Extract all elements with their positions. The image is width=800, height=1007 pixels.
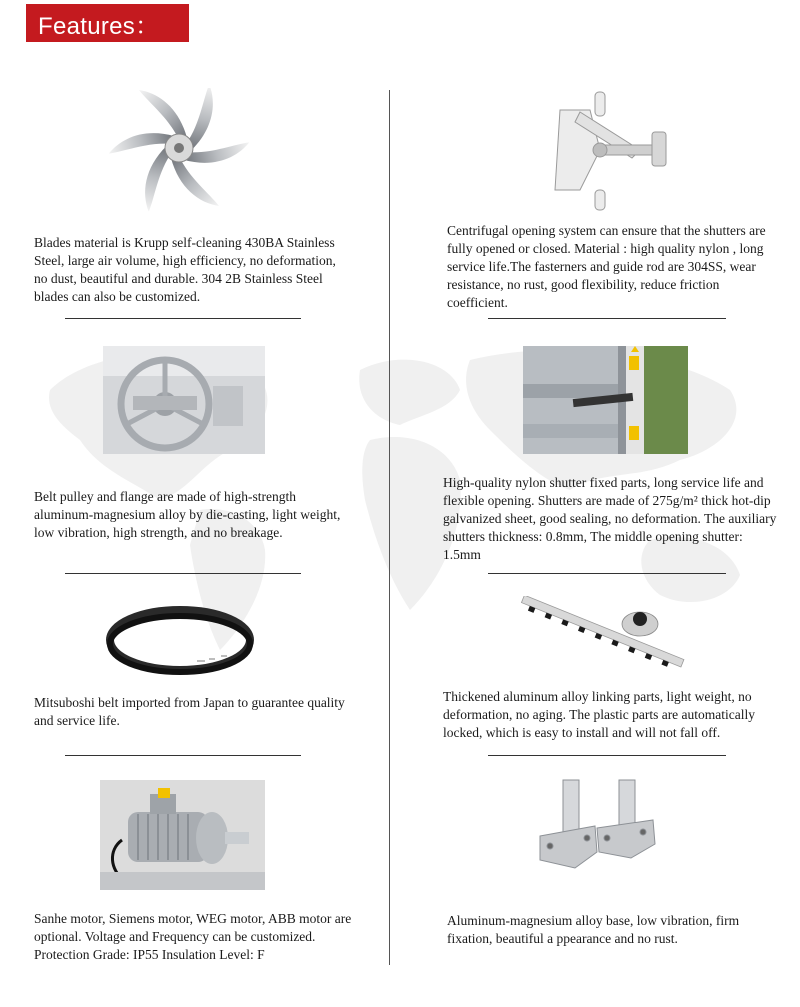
separator [65,573,301,574]
shutter-parts-image [523,346,688,454]
feature-text: Belt pulley and flange are made of high-strength aluminum-magnesium alloy by die-casting, light weight, low vibration, high strength, and no breakage. [34,489,341,540]
centrifugal-opener-image [540,90,685,215]
feature-text: Sanhe motor, Siemens motor, WEG motor, ABB motor are optional. Voltage and Frequency can be customized. Protection Grade: IP55 Insulation Level: F [34,911,352,962]
fan-blades-image [105,88,255,218]
feature-text: Thickened aluminum alloy linking parts, light weight, no deformation, no aging. The plastic parts are automatically locked, which is easy to install and will not fall off. [443,689,756,740]
alloy-base-image [535,778,683,886]
separator [65,755,301,756]
column-divider [389,90,390,965]
separator [488,755,726,756]
separator [65,318,301,319]
separator [488,573,726,574]
belt-pulley-image [103,346,265,454]
features-title-bar [26,4,189,42]
feature-text: Blades material is Krupp self-cleaning 430BA Stainless Steel, large air volume, high efficiency, no deformation, no dust, beautiful and durable. 304 2B Stainless Steel blades can also be customized. [34,235,336,304]
feature-text: High-quality nylon shutter fixed parts, long service life and flexible opening. Shutters are made of 275g/m² thick hot-dip galvanized sheet, good sealing, no deformation. The auxiliary shutters thickness: 0.8mm, The middle opening shutter: 1.5mm [443,475,777,562]
separator [488,318,726,319]
belt-image [105,600,255,680]
linking-parts-image [515,596,693,676]
features-title: Features： [38,12,160,40]
feature-text: Mitsuboshi belt imported from Japan to guarantee quality and service life. [34,695,345,728]
feature-text: Centrifugal opening system can ensure that the shutters are fully opened or closed. Material : high quality nylon , long service life.The fasterners and guide rod are 304SS, wear resistance, no rust, good flexibility, reduce friction coefficient. [447,223,766,310]
feature-text: Aluminum-magnesium alloy base, low vibration, firm fixation, beautiful a ppearance and no rust. [447,913,740,946]
motor-image [100,780,265,890]
